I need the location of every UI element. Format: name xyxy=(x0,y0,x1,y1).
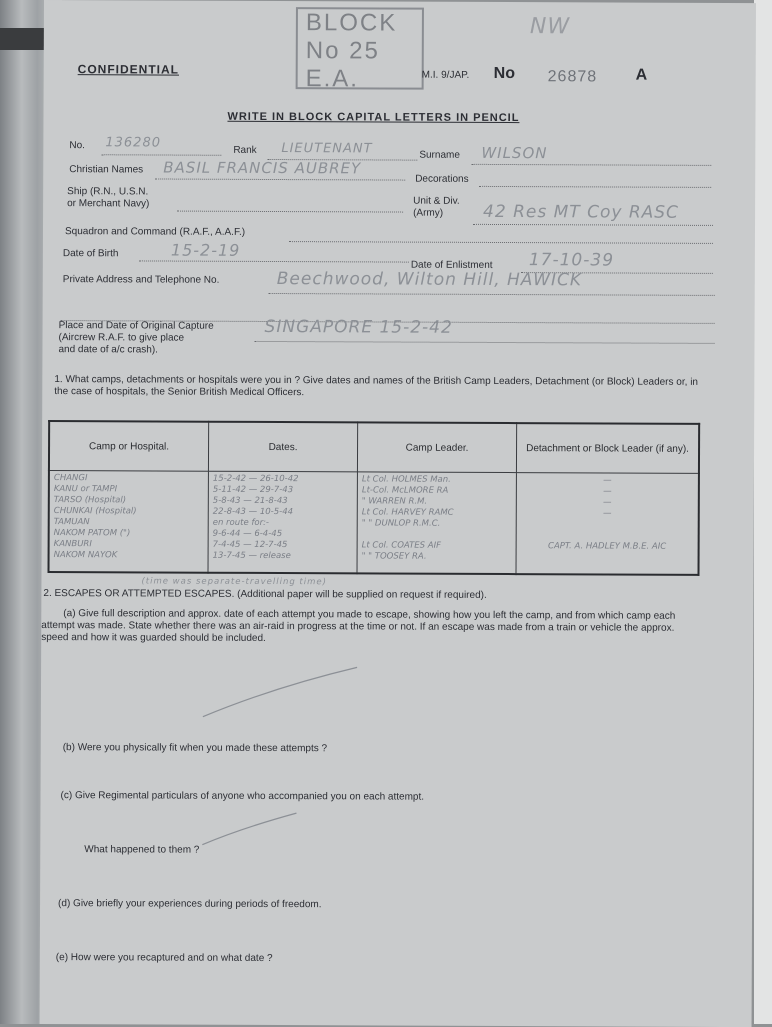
date-of-birth-label: Date of Birth xyxy=(62,248,119,260)
pencil-stroke-2 xyxy=(200,809,300,849)
christian-names-line xyxy=(155,178,405,180)
decorations-label: Decorations xyxy=(415,173,469,185)
table-row xyxy=(49,471,699,575)
address-label: Private Address and Telephone No. xyxy=(62,274,220,286)
ship-line xyxy=(177,211,403,213)
squadron-line xyxy=(289,241,713,244)
service-number-value: 136280 xyxy=(105,135,162,151)
rank-value: LIEUTENANT xyxy=(281,141,373,157)
unit-line xyxy=(473,224,713,226)
rank-label: Rank xyxy=(233,144,257,156)
table-footnote: (time was separate-travelling time) xyxy=(141,576,327,588)
enlistment-label: Date of Enlistment xyxy=(410,259,493,271)
question-2e: (e) How were you recaptured and on what date ? xyxy=(55,952,273,965)
surname-line xyxy=(471,164,711,166)
block-stamp-text: BLOCK No 25 E.A. xyxy=(305,9,398,93)
leaders-cell: Lt Col. HOLMES Man. Lt-Col. McLMORE RA " WARREN R.M. Lt Col. HARVEY RAMC " " DUNLOP R.M.C. Lt Col. COATES AIF " " TOOSEY RA. xyxy=(357,472,516,574)
background-sheet-edge xyxy=(754,0,772,1024)
number-label: No xyxy=(493,64,516,83)
form-reference: M.I. 9/JAP. xyxy=(421,69,470,81)
pencil-stroke xyxy=(201,661,361,722)
pencil-instruction: WRITE IN BLOCK CAPITAL LETTERS IN PENCIL xyxy=(227,110,520,125)
question-2d: (d) Give briefly your experiences during periods of freedom. xyxy=(58,898,322,911)
number-suffix: A xyxy=(635,66,648,84)
ship-label: Ship (R.N., U.S.N. or Merchant Navy) xyxy=(67,186,150,210)
camps-table xyxy=(47,420,700,576)
form-page xyxy=(40,0,756,1027)
squadron-label: Squadron and Command (R.A.F., A.A.F.) xyxy=(64,226,246,238)
question-2c-follow-up: What happened to them ? xyxy=(84,844,200,856)
date-of-birth-value: 15-2-19 xyxy=(170,240,241,260)
corner-initials: NW xyxy=(529,14,571,40)
unit-label: Unit & Div. (Army) xyxy=(413,195,460,219)
question-2c: (c) Give Regimental particulars of anyone who accompanied you on each attempt. xyxy=(60,790,425,803)
col-camp: Camp or Hospital. xyxy=(49,421,209,471)
question-2b: (b) Were you physically fit when you made these attempts ? xyxy=(62,742,328,755)
christian-names-value: BASIL FRANCIS AUBREY xyxy=(163,158,362,178)
capture-line xyxy=(255,341,715,344)
col-camp-leader: Camp Leader. xyxy=(357,422,516,472)
date-of-birth-line xyxy=(139,260,409,262)
camps-cell: CHANGI KANU or TAMPI TARSO (Hospital) CHUNKAI (Hospital) TAMUAN NAKOM PATOM (") KANBURI NAKOM NAYOK xyxy=(49,471,209,573)
address-line xyxy=(269,293,715,296)
question-1: 1. What camps, detachments or hospitals were you in ? Give dates and names of the British Camp Leaders, Detachment (or Block) Leaders or, in the case of hospitals, the Senior British Medical Officers. xyxy=(54,374,699,399)
question-2-heading: 2. ESCAPES OR ATTEMPTED ESCAPES. (Additional paper will be supplied on request if required). xyxy=(43,588,487,601)
detachment-cell: — — — — CAPT. A. HADLEY M.B.E. AIC xyxy=(516,473,699,575)
enlistment-value: 17-10-39 xyxy=(528,250,615,271)
col-dates: Dates. xyxy=(208,422,357,472)
dates-cell: 15-2-42 — 26-10-42 5-11-42 — 29-7-43 5-8-43 — 21-8-43 22-8-43 — 10-5-44 en route for:- 9-6-44 — 6-4-45 7-4-45 — 12-7-45 13-7-45 — release xyxy=(208,471,357,573)
capture-label: Place and Date of Original Capture (Aircrew R.A.F. to give place and date of a/c crash). xyxy=(58,320,214,356)
capture-value: SINGAPORE 15-2-42 xyxy=(264,316,453,338)
address-value: Beechwood, Wilton Hill, HAWICK xyxy=(276,269,583,291)
unit-value: 42 Res MT Coy RASC xyxy=(483,201,679,223)
service-number-label: No. xyxy=(69,140,85,152)
question-2a: (a) Give full description and approx. date of each attempt you made to escape, showing how you left the camp, and from which camp each attempt was made. State whether there was an air-raid in progress at the time or not. If an escape was made from a train or vehicle the approx. speed and how it was guarded should be included. xyxy=(41,608,676,644)
decorations-line xyxy=(479,186,711,188)
classification: CONFIDENTIAL xyxy=(77,62,180,77)
number-value: 26878 xyxy=(547,68,598,86)
surname-value: WILSON xyxy=(481,143,548,163)
christian-names-label: Christian Names xyxy=(69,164,144,176)
service-number-line xyxy=(101,154,221,156)
surname-label: Surname xyxy=(419,149,460,161)
col-detachment-leader: Detachment or Block Leader (if any). xyxy=(516,423,699,473)
